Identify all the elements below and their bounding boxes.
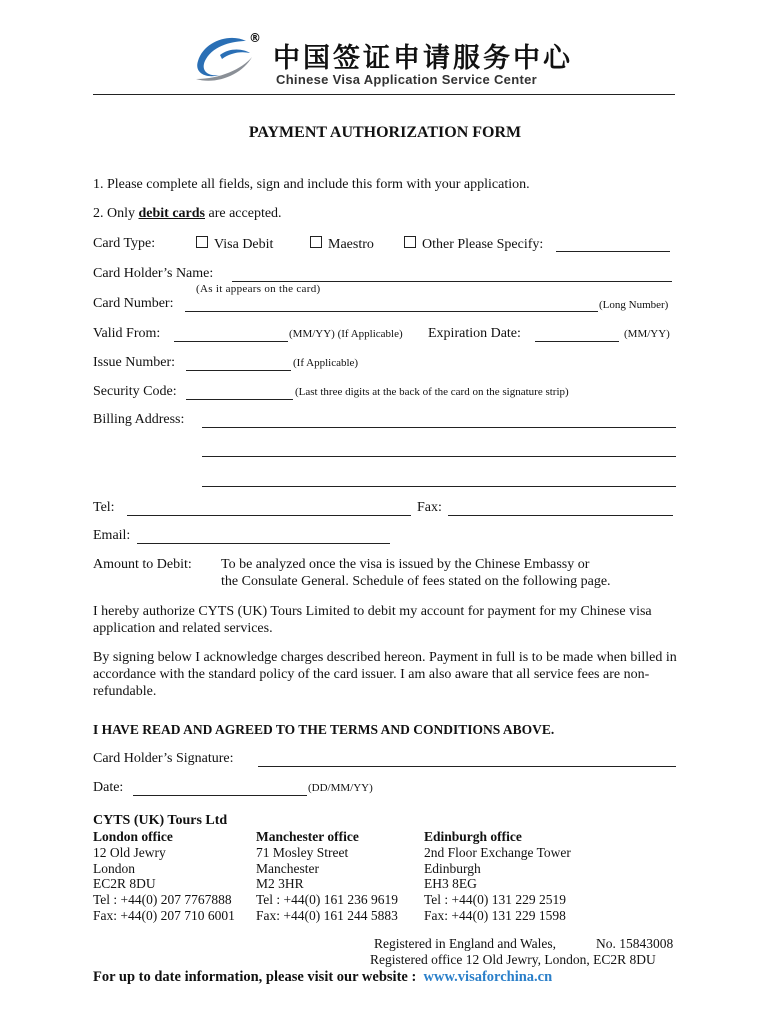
card-type-visa-debit[interactable] <box>196 236 273 253</box>
expiration-field[interactable] <box>535 341 619 342</box>
company-name: CYTS (UK) Tours Ltd <box>93 813 228 828</box>
office-line: 2nd Floor Exchange Tower <box>424 844 571 860</box>
security-code-field[interactable] <box>186 399 293 400</box>
registration-line-1-left: Registered in England and Wales, <box>374 936 556 951</box>
fax-label: Fax: <box>417 500 442 515</box>
office-line: Tel : +44(0) 131 229 2519 <box>424 892 567 908</box>
other-specify-field[interactable] <box>556 251 670 252</box>
amount-text-line-1: To be analyzed once the visa is issued by the Chinese Embassy or <box>221 557 590 572</box>
holder-name-field[interactable] <box>232 281 672 282</box>
security-code-label: Security Code: <box>93 384 177 399</box>
date-label: Date: <box>93 780 124 795</box>
office-line: Fax: +44(0) 161 244 5883 <box>256 907 398 923</box>
tel-label: Tel: <box>93 500 115 515</box>
fax-field[interactable] <box>448 515 673 516</box>
instruction-1: 1. Please complete all fields, sign and include this form with your application. <box>93 177 530 192</box>
office-line: London <box>93 860 135 876</box>
registration-number: No. 15843008 <box>596 936 674 951</box>
signature-label: Card Holder’s Signature: <box>93 751 234 766</box>
card-number-hint: (Long Number) <box>599 299 669 311</box>
logo-cn-name: 中国签证申请服务中心 <box>273 43 573 74</box>
acknowledge-text: By signing below I acknowledge charges described hereon. Payment in full is to be made when billed in accordance with the standard policy of the card issuer. I am also aware that all service fees are non-refundable. <box>93 650 677 699</box>
valid-from-hint: (MM/YY) (If Applicable) <box>289 328 403 340</box>
website-link[interactable]: www.visaforchina.cn <box>423 969 553 985</box>
instruction-2 <box>93 206 282 222</box>
billing-address-label: Billing Address: <box>93 412 185 427</box>
card-type-label: Card Type: <box>93 236 156 251</box>
office-line: Fax: +44(0) 131 229 1598 <box>424 907 566 923</box>
amount-label: Amount to Debit: <box>93 557 192 572</box>
issue-number-hint: (If Applicable) <box>293 357 359 369</box>
office-line: Manchester <box>256 860 319 876</box>
office-line: 12 Old Jewry <box>93 844 166 860</box>
page-title: PAYMENT AUTHORIZATION FORM <box>248 124 522 141</box>
date-hint: (DD/MM/YY) <box>308 782 373 794</box>
date-field[interactable] <box>133 795 307 796</box>
holder-name-hint: (As it appears on the card) <box>196 283 321 295</box>
office-line: 71 Mosley Street <box>256 844 349 860</box>
office-title: Edinburgh office <box>424 829 522 844</box>
valid-from-field[interactable] <box>174 341 288 342</box>
option-label: Maestro <box>328 237 374 252</box>
authorization-text: I hereby authorize CYTS (UK) Tours Limited to debit my account for payment for my Chinese visa application and related services. <box>93 604 652 636</box>
signature-field[interactable] <box>258 766 676 767</box>
office-line: Tel : +44(0) 161 236 9619 <box>256 892 399 908</box>
office-line: EC2R 8DU <box>93 876 156 892</box>
card-number-label: Card Number: <box>93 296 174 311</box>
email-field[interactable] <box>137 543 390 544</box>
expiration-hint: (MM/YY) <box>624 328 670 340</box>
card-type-maestro[interactable] <box>310 236 374 253</box>
logo-en-name: Chinese Visa Application Service Center <box>276 72 537 87</box>
registration-line-2: Registered office 12 Old Jewry, London, EC2R 8DU <box>370 952 656 967</box>
debit-cards-emphasis: debit cards <box>138 206 205 221</box>
registered-mark: ® <box>249 31 261 45</box>
office-line: Tel : +44(0) 207 7767888 <box>93 892 232 908</box>
footer-prefix: For up to date information, please visit our website : <box>93 969 417 985</box>
option-label: Visa Debit <box>214 237 274 252</box>
checkbox-icon[interactable] <box>310 236 322 248</box>
office-title: Manchester office <box>256 829 359 844</box>
issue-number-field[interactable] <box>186 370 291 371</box>
expiration-label: Expiration Date: <box>428 326 521 341</box>
checkbox-icon[interactable] <box>404 236 416 248</box>
tel-field[interactable] <box>127 515 411 516</box>
billing-address-line-3[interactable] <box>202 486 676 487</box>
office-line: M2 3HR <box>256 876 304 892</box>
office-manchester <box>256 829 398 924</box>
issue-number-label: Issue Number: <box>93 355 176 370</box>
office-line: Fax: +44(0) 207 710 6001 <box>93 907 235 923</box>
footer <box>93 969 552 986</box>
office-edinburgh <box>424 829 571 924</box>
office-line: EH3 8EG <box>424 876 477 892</box>
instruction-2-suffix: are accepted. <box>205 206 282 221</box>
email-label: Email: <box>93 528 131 543</box>
valid-from-label: Valid From: <box>93 326 161 341</box>
card-type-other[interactable] <box>404 236 543 253</box>
holder-name-label: Card Holder’s Name: <box>93 266 214 281</box>
office-london <box>93 829 235 924</box>
card-number-field[interactable] <box>185 311 598 312</box>
instruction-2-prefix: 2. Only <box>93 206 139 221</box>
office-title: London office <box>93 829 173 844</box>
option-label: Other Please Specify: <box>422 237 544 252</box>
billing-address-line-1[interactable] <box>202 427 676 428</box>
header-divider <box>93 94 675 95</box>
agreement-heading: I HAVE READ AND AGREED TO THE TERMS AND CONDITIONS ABOVE. <box>93 722 555 737</box>
billing-address-line-2[interactable] <box>202 456 676 457</box>
security-code-hint: (Last three digits at the back of the card on the signature strip) <box>295 386 569 398</box>
checkbox-icon[interactable] <box>196 236 208 248</box>
office-line: Edinburgh <box>424 860 481 876</box>
amount-text-line-2: the Consulate General. Schedule of fees stated on the following page. <box>221 574 611 589</box>
